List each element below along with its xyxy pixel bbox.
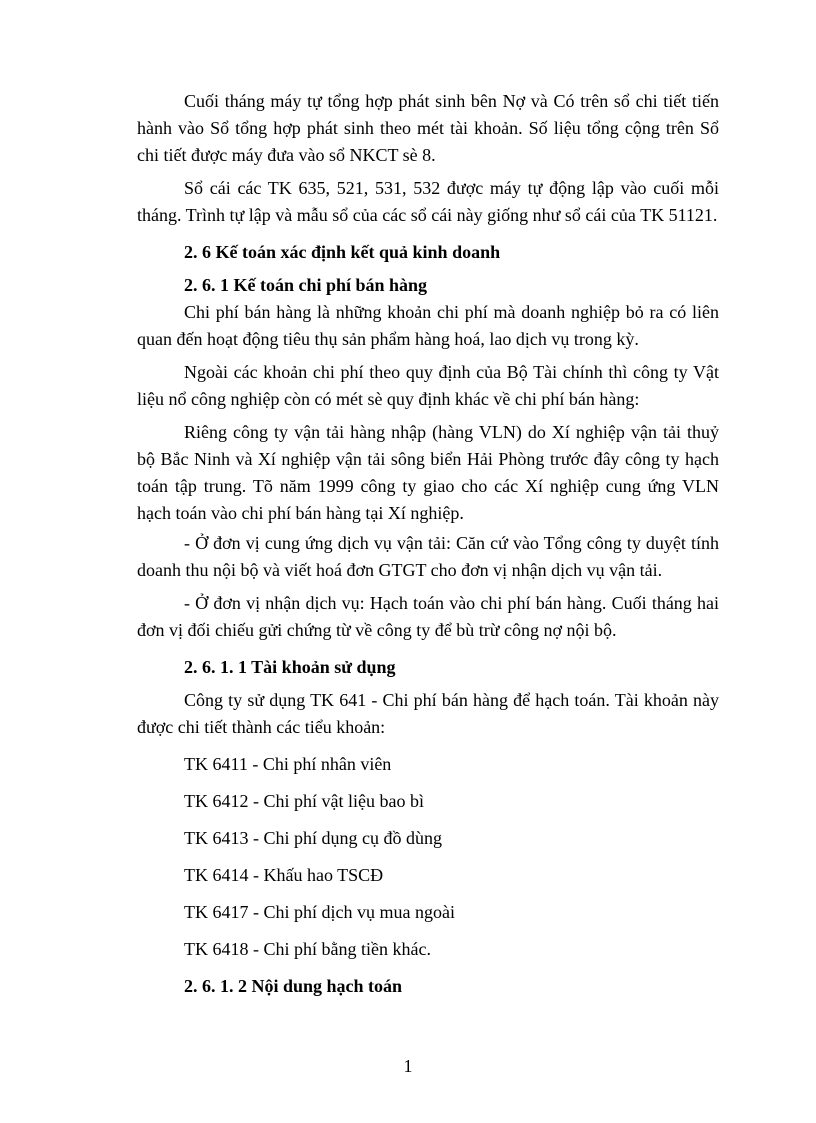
account-item-6412: TK 6412 - Chi phí vật liệu bao bì [184,791,424,811]
account-item-6411: TK 6411 - Chi phí nhân viên [184,754,392,774]
paragraph-other-regulations: Ngoài các khoản chi phí theo quy định của Bộ Tài chính thì công ty Vật liệu nổ công nghiệp còn có mét sè quy định khác về chi phí bán hàng: [137,362,719,409]
paragraph-service-receiving-unit: - Ở đơn vị nhận dịch vụ: Hạch toán vào chi phí bán hàng. Cuối tháng hai đơn vị đối chiếu gửi chứng từ về công ty để bù trừ công nợ nội bộ. [137,593,719,640]
paragraph-transport-company: Riêng công ty vận tải hàng nhập (hàng VLN) do Xí nghiệp vận tải thuỷ bộ Bắc Ninh và Xí nghiệp vận tải sông biển Hải Phòng trước đây công ty hạch toán tập trung. Tõ năm 1999 công ty giao cho các Xí nghiệp cung ứng VLN hạch toán vào chi phí bán hàng tại Xí nghiệp. [137,422,719,523]
paragraph-account-641: Công ty sử dụng TK 641 - Chi phí bán hàng để hạch toán. Tài khoản này được chi tiết thành các tiểu khoản: [137,690,719,737]
account-item-6413: TK 6413 - Chi phí dụng cụ đồ dùng [184,828,442,848]
section-heading-2-6-1-1: 2. 6. 1. 1 Tài khoản sử dụng [184,657,396,677]
paragraph-selling-expense-definition: Chi phí bán hàng là những khoản chi phí mà doanh nghiệp bỏ ra có liên quan đến hoạt động tiêu thụ sản phẩm hàng hoá, lao dịch vụ trong kỳ. [137,302,719,349]
account-item-6417: TK 6417 - Chi phí dịch vụ mua ngoài [184,902,455,922]
section-heading-2-6: 2. 6 Kế toán xác định kết quả kinh doanh [184,242,501,262]
paragraph-transport-service-unit: - Ở đơn vị cung ứng dịch vụ vận tải: Căn cứ vào Tổng công ty duyệt tính doanh thu nội bộ và viết hoá đơn GTGT cho đơn vị nhận dịch vụ vận tải. [137,533,719,580]
section-heading-2-6-1-2: 2. 6. 1. 2 Nội dung hạch toán [184,976,403,996]
page-content [137,88,719,1000]
paragraph-monthly-summary: Cuối tháng máy tự tổng hợp phát sinh bên Nợ và Có trên sổ chi tiết tiến hành vào Sổ tổng hợp phát sinh theo mét tài khoản. Số liệu tổng cộng trên Sổ chi tiết được máy đưa vào sổ NKCT sè 8. [137,91,719,165]
paragraph-ledger-accounts: Sổ cái các TK 635, 521, 531, 532 được máy tự động lập vào cuối mỗi tháng. Trình tự lập và mẫu sổ của các sổ cái này giống như sổ cái của TK 51121. [137,178,719,225]
page-number: 1 [403,1056,413,1076]
section-heading-2-6-1: 2. 6. 1 Kế toán chi phí bán hàng [184,275,428,295]
account-item-6418: TK 6418 - Chi phí bằng tiền khác. [184,939,431,959]
account-item-6414: TK 6414 - Khấu hao TSCĐ [184,865,384,885]
